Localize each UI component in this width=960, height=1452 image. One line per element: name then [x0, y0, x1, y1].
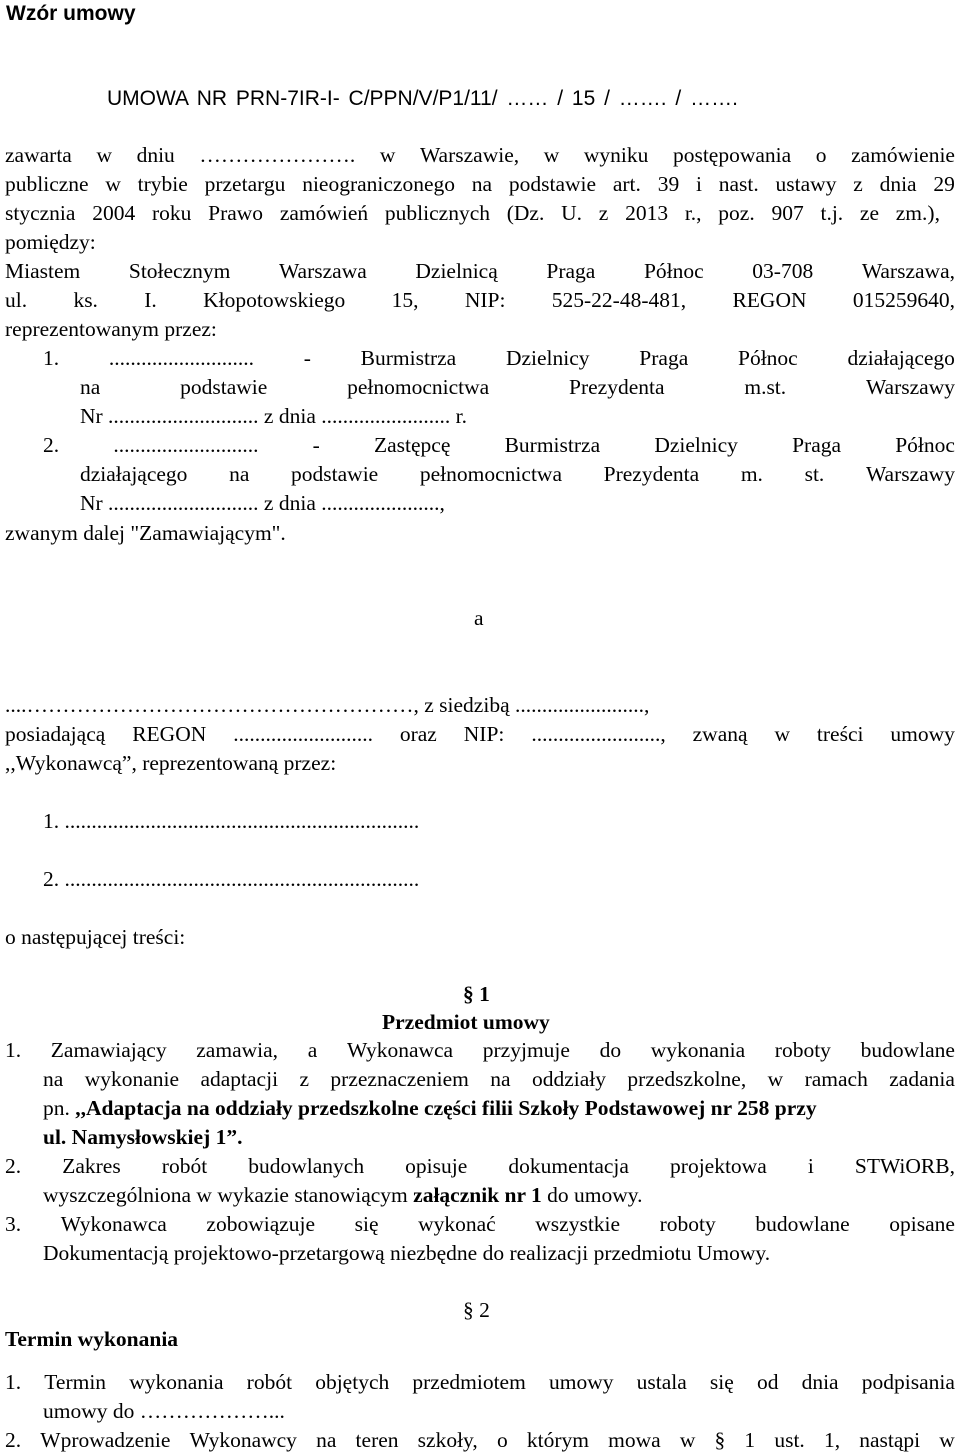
word: nieograniczonego [302, 172, 456, 196]
representative-2-line-3: Nr ............................ z dnia ......................, [80, 491, 445, 515]
word: ks. [73, 288, 98, 312]
word: m.st. [744, 375, 787, 399]
word: 2013 [625, 201, 669, 225]
item-2-text-a: wyszczególniona w wykazie stanowiącym [43, 1183, 414, 1207]
word: Termin [44, 1370, 107, 1394]
word: zamówień [279, 201, 369, 225]
word: Północ [643, 259, 704, 283]
conjunction-a: a [474, 606, 484, 630]
word: na [80, 375, 101, 399]
section-2-item-1-line-2: umowy do ………………... [43, 1399, 285, 1423]
word: NIP: [463, 722, 505, 746]
word: adaptacji [200, 1067, 279, 1091]
word: i [695, 172, 702, 196]
contract-title: UMOWA NR PRN-7IR-I- C/PPN/V/P1/11/ …… / 15 / ……. / ……. [107, 87, 738, 110]
word: r., [684, 201, 702, 225]
word: 15, [391, 288, 419, 312]
word: dniu [136, 143, 175, 167]
word: - [312, 433, 320, 457]
word: przetargu [204, 172, 286, 196]
word: o [815, 143, 827, 167]
word: roboty [774, 1038, 831, 1062]
word: podstawie [180, 375, 268, 399]
section-2-item-2-line-1 [5, 1430, 955, 1452]
word: przedmiotem [412, 1370, 526, 1394]
word: .......................... [233, 722, 373, 746]
representative-1-line-1 [43, 348, 955, 370]
word: działającego [80, 462, 188, 486]
word: do [599, 1038, 622, 1062]
word: Prezydenta [569, 375, 665, 399]
word: Miastem [5, 259, 81, 283]
word: wykonania [650, 1038, 746, 1062]
word: t.j. [820, 201, 844, 225]
word: Wykonawca [346, 1038, 454, 1062]
word: nastąpi [859, 1428, 921, 1452]
word: Zakres [62, 1154, 121, 1178]
word: Praga [792, 433, 842, 457]
section-1-title: Przedmiot umowy [382, 1010, 550, 1034]
word: od [756, 1370, 779, 1394]
word: opisuje [405, 1154, 468, 1178]
word: 1. [5, 1038, 22, 1062]
word: ........................, [531, 722, 666, 746]
contractor-rep-2: 2. .................................................................. [43, 867, 420, 891]
word: publiczne [5, 172, 89, 196]
word: objętych [315, 1370, 390, 1394]
word: …………………. [199, 143, 356, 167]
word: U. [561, 201, 583, 225]
word: podpisania [861, 1370, 955, 1394]
section-1-item-2-line-2 [43, 1185, 643, 1207]
word: Wykonawca [60, 1212, 167, 1236]
word: wszystkie [535, 1212, 621, 1236]
word: dnia [801, 1370, 839, 1394]
intro-line-5 [5, 261, 955, 283]
contractor-line-3: ,,Wykonawcą”, reprezentowaną przez: [5, 751, 337, 775]
word: w [379, 143, 396, 167]
word: przeznaczeniem [330, 1067, 469, 1091]
word: Północ [738, 346, 798, 370]
word: pełnomocnictwa [419, 462, 562, 486]
word: podstawie [291, 462, 379, 486]
word: w [105, 172, 121, 196]
word: o [496, 1428, 508, 1452]
word: Warszawa [278, 259, 367, 283]
section-2-title: Termin wykonania [5, 1327, 179, 1351]
word: art. [612, 172, 641, 196]
word: wyniku [583, 143, 649, 167]
word: na [229, 462, 250, 486]
contractor-line-2 [5, 724, 955, 746]
word: poz. [718, 201, 755, 225]
word: dnia [879, 172, 917, 196]
word: 1, [823, 1428, 841, 1452]
section-1-item-3-line-2: Dokumentacją projektowo-przetargową niezbędne do realizacji przedmiotu Umowy. [43, 1241, 771, 1265]
word: robót [246, 1370, 293, 1394]
word: REGON [732, 288, 807, 312]
word: przyjmuje [482, 1038, 570, 1062]
word: ........................... [108, 346, 254, 370]
word: ust. [774, 1428, 805, 1452]
word: na [471, 172, 493, 196]
word: publicznych [384, 201, 490, 225]
word: nast. [718, 172, 759, 196]
word: Warszawy [865, 375, 955, 399]
word: na [490, 1067, 511, 1091]
word: mowa [608, 1428, 661, 1452]
word: st. [804, 462, 825, 486]
word: Warszawy [865, 462, 955, 486]
intro-line-2 [5, 174, 955, 196]
intro-line-1 [5, 145, 955, 167]
word: oraz [399, 722, 437, 746]
word: w [774, 722, 790, 746]
intro-line-6 [5, 290, 955, 312]
word: projektowa [670, 1154, 767, 1178]
word: Burmistrza [360, 346, 457, 370]
intro-line-7: reprezentowanym przez: [5, 317, 217, 341]
word: a [307, 1038, 318, 1062]
representative-2-line-2 [80, 464, 955, 486]
word: na [43, 1067, 64, 1091]
word: w [767, 1067, 784, 1091]
word: posiadającą [5, 722, 106, 746]
word: ul. [5, 288, 28, 312]
word: zadania [889, 1067, 955, 1091]
intro-line-4: pomiędzy: [5, 230, 96, 254]
word: wykonać [418, 1212, 496, 1236]
word: Prezydenta [603, 462, 700, 486]
word: ustala [636, 1370, 687, 1394]
word: Warszawa, [861, 259, 955, 283]
word: pełnomocnictwa [347, 375, 490, 399]
word: 2. [5, 1154, 22, 1178]
word: Dzielnicy [505, 346, 590, 370]
word: zwaną [692, 722, 748, 746]
word: Prawo [208, 201, 264, 225]
word: 3. [5, 1212, 22, 1236]
word: Praga [546, 259, 596, 283]
section-2-mark: § 2 [463, 1298, 490, 1322]
word: 1 [744, 1428, 756, 1452]
word: oddziały [531, 1067, 607, 1091]
word: umowy [548, 1370, 614, 1394]
contractor-rep-1: 1. .................................................................. [43, 809, 420, 833]
word: Dzielnicą [415, 259, 498, 283]
section-1-item-3-line-1 [5, 1214, 955, 1236]
item-2-text-c: do umowy. [541, 1183, 643, 1207]
word: (Dz. [506, 201, 545, 225]
word: Zastępcę [373, 433, 451, 457]
representative-2-line-1 [43, 435, 955, 457]
word: 03-708 [752, 259, 814, 283]
section-2-item-1-line-1 [5, 1372, 955, 1394]
word: zamówienie [851, 143, 955, 167]
word: budowlane [860, 1038, 955, 1062]
word: i [807, 1154, 814, 1178]
word: szkoły, [417, 1428, 478, 1452]
section-1-item-2-line-1 [5, 1156, 955, 1178]
word: Północ [895, 433, 955, 457]
word: zawarta [5, 143, 72, 167]
word: 015259640, [852, 288, 955, 312]
section-1-item-1-line-3 [43, 1098, 817, 1120]
word: działającego [847, 346, 955, 370]
word: teren [355, 1428, 399, 1452]
section-1-item-1-line-4: ul. Namysłowskiej 1”. [43, 1125, 243, 1149]
word: zobowiązuje [206, 1212, 316, 1236]
word: - [303, 346, 311, 370]
word: STWiORB, [854, 1154, 955, 1178]
word: w [96, 143, 112, 167]
word: ustawy [775, 172, 837, 196]
word: Dzielnicy [654, 433, 738, 457]
word: na [316, 1428, 337, 1452]
word: 2004 [92, 201, 136, 225]
word: Stołecznym [128, 259, 231, 283]
document-header-label: Wzór umowy [6, 2, 136, 25]
word: § [714, 1428, 726, 1452]
word: ramach [804, 1067, 868, 1091]
word: z [598, 201, 609, 225]
attachment-1-ref: załącznik nr 1 [413, 1183, 542, 1207]
word: wykonania [129, 1370, 224, 1394]
word: REGON [132, 722, 207, 746]
word: Burmistrza [504, 433, 601, 457]
contractor-line-1: ....………………………………………………, z siedzibą ........................, [5, 693, 650, 717]
word: 907 [771, 201, 804, 225]
section-1-item-1-line-1 [5, 1040, 955, 1062]
word: 29 [933, 172, 955, 196]
word: postępowania [672, 143, 792, 167]
word: 1. [43, 346, 60, 370]
word: w [543, 143, 560, 167]
intro-line-3 [5, 203, 940, 225]
word: ze [859, 201, 880, 225]
representative-1-line-3: Nr ............................ z dnia ........................ r. [80, 404, 467, 428]
word: roboty [659, 1212, 716, 1236]
word: stycznia [5, 201, 76, 225]
word: 2. [5, 1428, 22, 1452]
word: opisane [889, 1212, 955, 1236]
representative-1-line-2 [80, 377, 955, 399]
word: 2. [43, 433, 60, 457]
word: roku [151, 201, 192, 225]
section-1-mark: § 1 [463, 982, 490, 1006]
word: Warszawie, [419, 143, 520, 167]
word: zm.), [895, 201, 940, 225]
word: którym [526, 1428, 589, 1452]
word: się [709, 1370, 734, 1394]
word: Wykonawcy [189, 1428, 297, 1452]
word: przedszkolne, [627, 1067, 747, 1091]
word: z [853, 172, 863, 196]
word: m. [740, 462, 763, 486]
word: w [939, 1428, 955, 1452]
task-prefix: pn. [43, 1096, 70, 1120]
word: z [299, 1067, 309, 1091]
task-name: ,,Adaptacja na oddziały przedszkolne części filii Szkoły Podstawowej nr 258 przy [75, 1096, 817, 1120]
word: treści [816, 722, 864, 746]
word: 1. [5, 1370, 22, 1394]
word: 525-22-48-481, [551, 288, 687, 312]
word: w [679, 1428, 696, 1452]
word: budowlane [755, 1212, 850, 1236]
word: podstawie [508, 172, 597, 196]
ordering-party-closing: zwanym dalej "Zamawiającym". [5, 521, 286, 545]
following-content-label: o następującej treści: [5, 925, 186, 949]
word: umowy [890, 722, 955, 746]
word: zamawia, [196, 1038, 279, 1062]
word: Wprowadzenie [40, 1428, 171, 1452]
word: trybie [137, 172, 188, 196]
word: wykonanie [84, 1067, 180, 1091]
word: ........................... [113, 433, 259, 457]
word: robót [161, 1154, 208, 1178]
word: dokumentacja [508, 1154, 629, 1178]
word: się [354, 1212, 379, 1236]
section-1-item-1-line-2 [43, 1069, 955, 1091]
word: budowlanych [248, 1154, 365, 1178]
word: NIP: [464, 288, 506, 312]
word: I. [144, 288, 157, 312]
word: Praga [639, 346, 689, 370]
word: 39 [657, 172, 680, 196]
word: Kłopotowskiego [203, 288, 346, 312]
word: Zamawiający [50, 1038, 167, 1062]
